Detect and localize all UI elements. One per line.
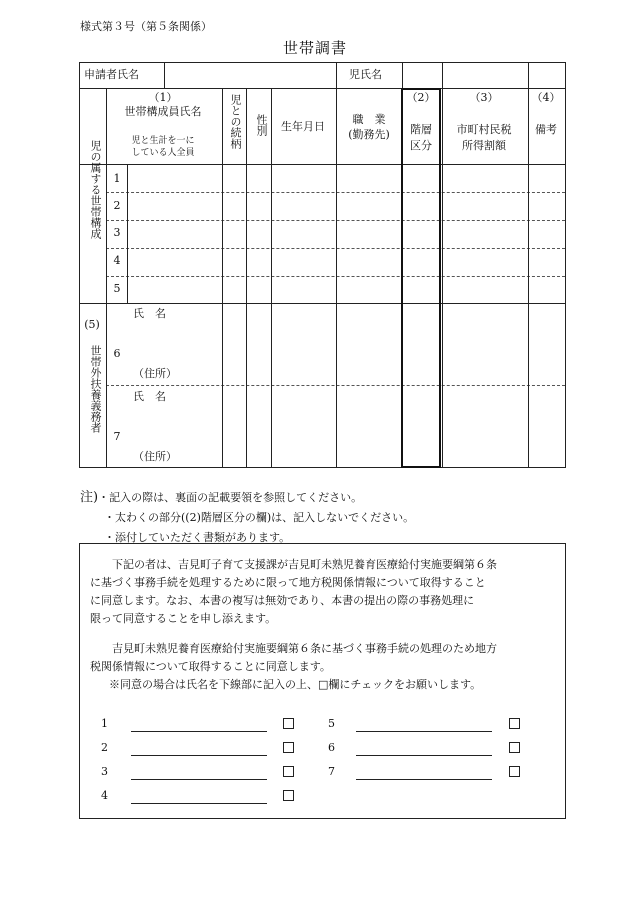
signature-number: 4 bbox=[101, 789, 108, 802]
row-number: 4 bbox=[113, 254, 121, 267]
signature-number: 1 bbox=[101, 717, 108, 730]
consent-checkbox[interactable] bbox=[509, 718, 520, 729]
consent-line: に同意します。なお、本書の複写は無効であり、本書の提出の際の事務処理に bbox=[90, 594, 475, 607]
consent-checkbox[interactable] bbox=[509, 742, 520, 753]
consent-paragraph-1 bbox=[90, 556, 551, 628]
address-label: （住所） bbox=[133, 367, 177, 380]
consent-instruction: ※同意の場合は氏名を下線部に記入の上、□欄にチェックをお願いします。 bbox=[109, 678, 482, 691]
col1-sub2: している人全員 bbox=[131, 148, 195, 158]
relation-header: 児との続柄 bbox=[229, 94, 242, 149]
form-number: 様式第３号（第５条関係） bbox=[80, 20, 212, 33]
signature-number: 5 bbox=[328, 717, 335, 730]
consent-paragraph-2 bbox=[90, 640, 551, 694]
col3-number: （3） bbox=[469, 91, 499, 104]
col2-label2: 区分 bbox=[410, 139, 432, 152]
sex-header: 性別 bbox=[255, 114, 268, 136]
row-number: 1 bbox=[113, 172, 121, 185]
support-obligor-section-label: 世帯外扶養義務者 bbox=[89, 345, 102, 433]
signature-line[interactable] bbox=[131, 755, 267, 756]
applicant-name-field[interactable] bbox=[164, 66, 334, 86]
birthdate-header: 生年月日 bbox=[281, 120, 325, 133]
name-label: 氏 名 bbox=[133, 307, 166, 320]
consent-line: に基づく事務手続を処理するために限って地方税関係情報について取得すること bbox=[90, 576, 486, 589]
col1-title: 世帯構成員氏名 bbox=[124, 105, 202, 118]
col3-label1: 市町村民税 bbox=[456, 123, 512, 136]
row-number: 2 bbox=[113, 199, 121, 212]
child-name-field[interactable] bbox=[402, 66, 562, 86]
notes bbox=[80, 488, 414, 548]
signature-line[interactable] bbox=[131, 803, 267, 804]
row-number: 5 bbox=[113, 282, 121, 295]
workplace-header: (勤務先) bbox=[348, 128, 390, 141]
note-item: ・太わくの部分((2)階層区分の欄)は、記入しないでください。 bbox=[104, 511, 415, 524]
row-number: 3 bbox=[113, 226, 121, 239]
address-label: （住所） bbox=[133, 450, 177, 463]
name-label: 氏 名 bbox=[133, 390, 166, 403]
consent-line: 税関係情報について取得することに同意します。 bbox=[90, 660, 331, 673]
consent-checkbox[interactable] bbox=[283, 766, 294, 777]
col1-number: （1） bbox=[148, 91, 178, 104]
consent-checkbox[interactable] bbox=[509, 766, 520, 777]
signature-number: 6 bbox=[328, 741, 335, 754]
col3-label2: 所得割額 bbox=[462, 139, 506, 152]
col4-label: 備考 bbox=[535, 123, 557, 136]
note-item: ・添付していただく書類があります。 bbox=[104, 531, 291, 544]
consent-line: 吉見町未熟児養育医療給付実施要綱第６条に基づく事務手続の処理のため地方 bbox=[112, 642, 497, 655]
col2-number: （2） bbox=[406, 91, 436, 104]
row-number: 7 bbox=[113, 430, 121, 443]
col4-number: （4） bbox=[531, 91, 561, 104]
job-header: 職 業 bbox=[352, 113, 386, 126]
consent-line: 下記の者は、吉見町子育て支援課が吉見町未熟児養育医療給付実施要綱第６条 bbox=[112, 558, 497, 571]
note-item: ・記入の際は、裏面の記載要領を参照してください。 bbox=[98, 491, 363, 504]
signature-line[interactable] bbox=[356, 779, 492, 780]
consent-checkbox[interactable] bbox=[283, 718, 294, 729]
signature-line[interactable] bbox=[131, 731, 267, 732]
signature-number: 3 bbox=[101, 765, 108, 778]
consent-line: 限って同意することを申し添えます。 bbox=[90, 612, 277, 625]
household-section-label: 児の属する世帯構成 bbox=[89, 140, 102, 239]
col1-sub1: 児と生計を一に bbox=[131, 136, 195, 146]
consent-checkbox[interactable] bbox=[283, 790, 294, 801]
notes-prefix: 注) bbox=[80, 490, 99, 505]
signature-line[interactable] bbox=[356, 755, 492, 756]
col2-label1: 階層 bbox=[410, 123, 432, 136]
signature-number: 2 bbox=[101, 741, 108, 754]
signature-number: 7 bbox=[328, 765, 335, 778]
applicant-name-label: 申請者氏名 bbox=[84, 68, 139, 81]
row-number: 6 bbox=[113, 347, 121, 360]
consent-checkbox[interactable] bbox=[283, 742, 294, 753]
signature-line[interactable] bbox=[131, 779, 267, 780]
page-title: 世帯調書 bbox=[282, 39, 347, 57]
section5-number: (5) bbox=[84, 318, 100, 331]
child-name-label: 児氏名 bbox=[349, 68, 382, 81]
signature-line[interactable] bbox=[356, 731, 492, 732]
